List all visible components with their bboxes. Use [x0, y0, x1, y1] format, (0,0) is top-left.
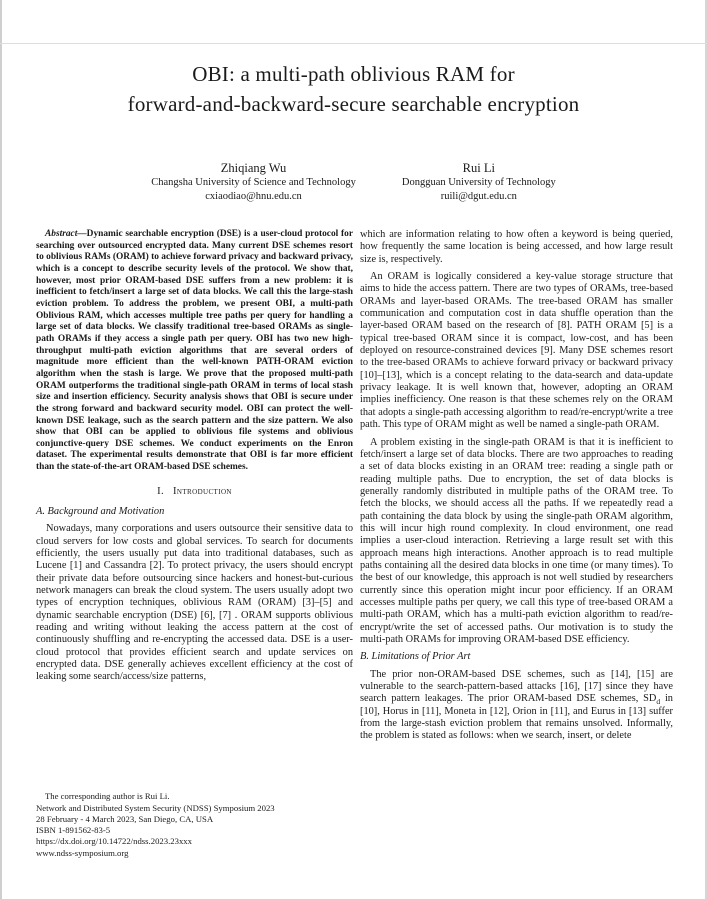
author-block-1 [151, 161, 356, 203]
section-title: Introduction [173, 485, 232, 497]
author-email: cxiaodiao@hnu.edu.cn [205, 190, 302, 202]
body-paragraph-background: Nowadays, many corporations and users outsource their sensitive data to cloud servers for low costs and global services. To search for documents efficiently, the users usually put data into traditional databases, such as Lucene [1] and Cassandra [2]. To protect privacy, the users should encrypt their private data before outsourcing since hackers and honest-but-curious network managers can break the cloud system. The users usually adopt two types of encryption techniques, oblivious RAM (ORAM) [3]–[5] and dynamic searchable encryption (DSE) [6], [7] . ORAM supports oblivious reading and writing without leaking the access pattern at the cost of continuously shuffling and re-encrypting the accessed data. DSE is a user-cloud protocol that provides efficient search and update services on encrypted data. DSE generally achieves excellent efficiency at the cost of leaking some search/access/size patterns, [36, 523, 353, 683]
author-email: ruili@dgut.edu.cn [440, 190, 517, 202]
right-column [360, 229, 673, 859]
section-number: I. [157, 485, 165, 497]
paper-title-line2: forward-and-backward-secure searchable encryption [127, 92, 580, 116]
author-name: Rui Li [462, 161, 495, 175]
footnote-corresponding-author: The corresponding author is Rui Li. [45, 791, 170, 802]
author-affiliation: Changsha University of Science and Technology [151, 177, 356, 188]
footnote-block [36, 791, 353, 859]
paper-title [2, 59, 705, 119]
prior-art-text-post: in [10], Horus in [11], Moneta in [12], Orion in [11], and Eurus in [13] suffer from the large-stash eviction problem that remains unsolved. Informally, the problem is stated as follows: when we search, insert, or delete [360, 693, 673, 742]
abstract-label: Abstract [45, 229, 78, 239]
body-paragraph-prior-art [360, 669, 673, 743]
footnote-website-url: www.ndss-symposium.org [36, 847, 129, 858]
paper-title-line1: OBI: a multi-path oblivious RAM for [192, 62, 515, 86]
subsection-heading-a: A. Background and Motivation [36, 505, 165, 517]
author-block-2 [402, 161, 556, 203]
sd-subscript: d [656, 697, 661, 707]
body-paragraph-oram-overview: An ORAM is logically considered a key-value storage structure that aims to hide the access pattern. There are two types of ORAMs, tree-based ORAMs and layer-based ORAMs. The tree-based ORAM has smaller communication and computation cost in data shuffle operation than the layer-based ORAM based on the research of [8]. PATH ORAM [5] is a typical tree-based ORAM since it is compact, low-cost, and has been deployed on resource-constrained devices [9]. Many DSE schemes resort to the tree-based ORAMs to achieve forward privacy or backward privacy [10]–[13], which is a concept relating to the data-search and data-update privacy leakage. It is well known that, however, adopting an ORAM implies inefficiency. One reason is that these schemes rely on the ORAM that adopts a single-path accessing algorithm to read/re-encrypt/write a tree path. This type of ORAM might as well be named a single-path ORAM. [360, 271, 673, 431]
abstract-paragraph [36, 229, 353, 474]
section-heading-introduction [36, 486, 353, 497]
footnote-date-location: 28 February - 4 March 2023, San Diego, CA, USA [36, 813, 214, 824]
body-paragraph-single-path-problem: A problem existing in the single-path ORAM is that it is inefficient to fetch/insert a large set of data blocks. There are two approaches to reading a set of data blocks existing in an ORAM tree: reading a single path or reading multiple paths. Due to encryption, the set of data blocks is generally randomly distributed in multiple paths of the ORAM tree. To fetch the blocks, we should access all the paths. If we repeatedly read a path containing the data block by using the single-path ORAM algorithm, this will incur high round complexity. In cloud environment, one read implies a user-cloud interaction. Retrieving a large result set with this approach means high interactions. Another approach is to read multiple paths containing all the desired data blocks in one time (or many times). To the best of our knowledge, this approach is not well studied by researchers currently since this operation might incur poor efficiency. If an ORAM accesses multiple paths per query, we call this type of tree-based ORAM a multi-path ORAM, which has a multi-path eviction algorithm to read/re-encrypt/write the set of accessed paths. Our motivation is to study the multi-path ORAMs for improving ORAM-based DSE efficiency. [360, 436, 673, 645]
footnote-symposium: Network and Distributed System Security (NDSS) Symposium 2023 [36, 802, 275, 813]
author-name: Zhiqiang Wu [220, 161, 287, 175]
footnote-doi-url: https://dx.doi.org/10.14722/ndss.2023.23xxx [36, 836, 192, 847]
abstract-text: —Dynamic searchable encryption (DSE) is a user-cloud protocol for searching over outsourced encrypted data. Many current DSE schemes resort to oblivious RAMs (ORAM) to achieve forward privacy and backward privacy, which is a concept to describe security levels of the protocol. We show that, however, most prior ORAM-based DSE suffers from a new problem: it is inefficient to fetch/insert a large set of data blocks. We call this the large-stash eviction problem. To address the problem, we present OBI, a multi-path Oblivious RAM, which accesses multiple tree paths per query for handling a large set of data blocks. We classify traditional tree-based ORAMs as single-path ORAMs if they access a single path per query. OBI has two new high-throughput multi-path eviction algorithms that are several orders of magnitude more efficient than the well-known PATH-ORAM eviction algorithm when the stash is large. We prove that the proposed multi-path ORAM outperforms the traditional single-path ORAM in terms of local stash size and insertion efficiency. Security analysis shows that OBI is secure under the strong forward and backward security model. OBI can protect the well-known DSE leakage, such as the search pattern and the size pattern. We also show that OBI can be applied to oblivious file systems and oblivious conjunctive-query DSE schemes. We conduct experiments on the Enron dataset. The experimental results demonstrate that OBI is far more efficient than the state-of-the-art ORAM-based DSE schemes. [36, 229, 353, 473]
paper-page [2, 44, 705, 859]
two-column-body [2, 229, 705, 859]
author-block-row [2, 161, 705, 203]
left-column [36, 229, 353, 859]
prior-art-text-pre: The prior non-ORAM-based DSE schemes, such as [14], [15] are vulnerable to the search-pattern-based attacks [16], [17] since they have search pattern leakages. The prior ORAM-based DSE schemes, SD [360, 668, 673, 705]
footnote-isbn: ISBN 1-891562-83-5 [36, 825, 111, 836]
body-paragraph-continuation: which are information relating to how often a keyword is being queried, how frequently the same location is being accessed, and how large result size is, respectively. [360, 229, 673, 265]
author-affiliation: Dongguan University of Technology [401, 177, 556, 188]
subsection-heading-b: B. Limitations of Prior Art [360, 651, 471, 663]
